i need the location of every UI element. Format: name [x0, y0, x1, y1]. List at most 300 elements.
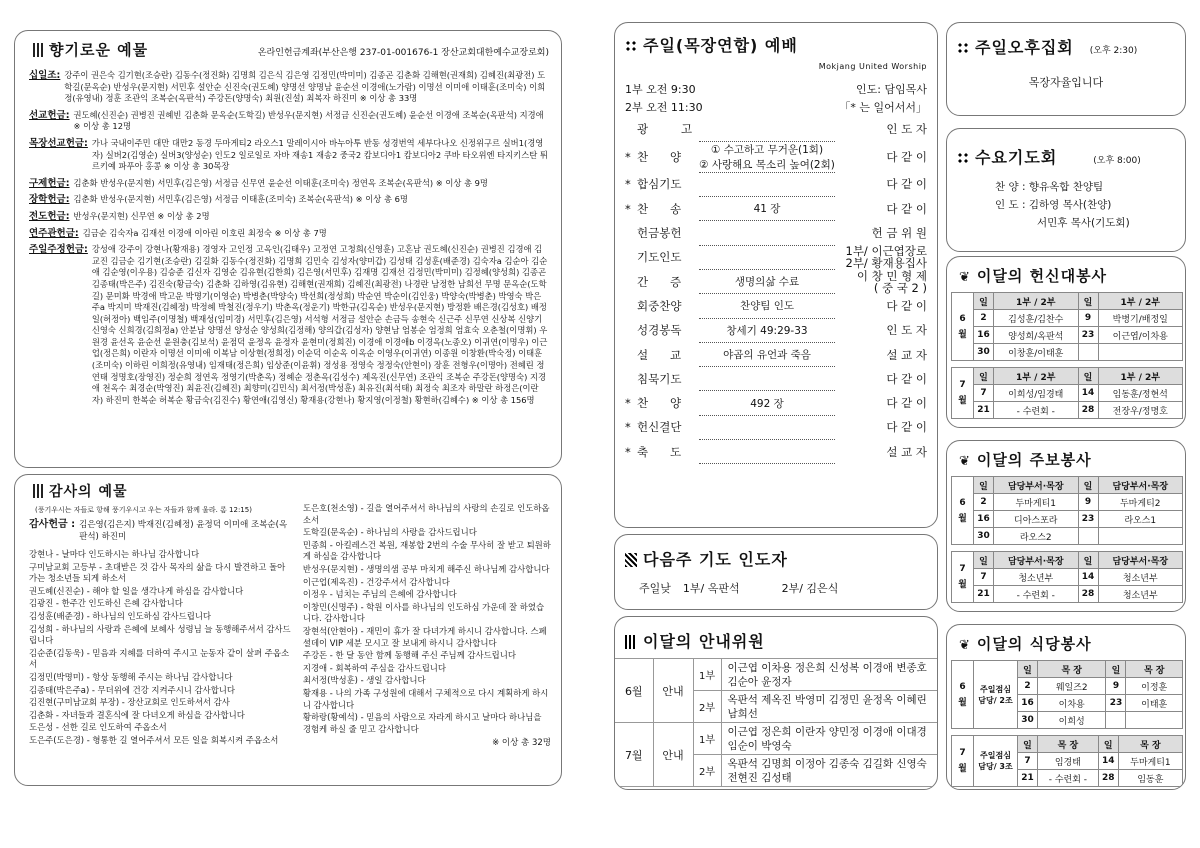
order-content: 생명의삶 수료 — [699, 269, 835, 293]
schedule-cell: 28 — [1078, 586, 1098, 603]
thanks-item: 도은주(도은경) - 형통한 길 열어주셔서 모든 일을 회복시켜 주옵소서 — [29, 734, 279, 745]
schedule-header-cell: 일 — [1098, 736, 1118, 753]
guide-names: 옥판석 제옥진 박영미 김정민 윤정옥 이혜린 남희선 — [721, 691, 937, 723]
thanks-item: 황하랑(황예석) - 믿음의 사람으로 자라게 하시고 날마다 하나님을 경험케 하실 줄 믿고 감사합니다 — [302, 712, 542, 734]
order-mark — [625, 367, 637, 391]
schedule-row — [952, 586, 1183, 603]
devotion-panel — [946, 256, 1186, 428]
schedule-header — [952, 661, 1183, 678]
offering-section-text: 반성우(문지현) 신무연 ※ 이상 총 2명 — [73, 210, 210, 221]
thanks-main-label: 감사헌금 : — [29, 519, 76, 530]
schedule-header — [952, 368, 1183, 385]
offering-section-label: 목장선교헌금: — [29, 137, 88, 149]
schedule-header-cell: 목 장 — [1126, 661, 1183, 678]
thanks-item: 김종태(박은주a) - 무더위에 건강 지켜주시니 감사합니다 — [29, 684, 235, 695]
order-mark: * — [625, 396, 631, 411]
schedule-cell: 이희성 — [1038, 712, 1106, 729]
order-item: 찬 양 — [637, 149, 682, 164]
month-label: 6 월 — [952, 477, 974, 545]
kitchen-title: ❦ 이달의 식당봉사 — [959, 635, 1092, 653]
schedule-row — [952, 528, 1183, 545]
schedule-header-cell: 1부 / 2부 — [1098, 293, 1183, 310]
schedule-header-cell: 1부 / 2부 — [994, 368, 1079, 385]
schedule-cell: - 수련회 - — [1038, 770, 1099, 787]
worship-subtitle: Mokjang United Worship — [818, 62, 927, 71]
hatch-icon — [625, 635, 637, 649]
schedule-cell: 청소년부 — [1098, 569, 1183, 586]
devotion-title: ❦ 이달의 헌신대봉사 — [959, 267, 1108, 285]
schedule-cell: 전장우/정명호 — [1098, 402, 1183, 419]
schedule-header-cell: 일 — [974, 368, 994, 385]
order-by: 다 같 이 — [886, 420, 927, 435]
schedule-header-cell: 일 — [1018, 736, 1038, 753]
schedule-header-cell: 담당부서·목장 — [1098, 477, 1183, 494]
wednesday-title: 수요기도회 — [957, 145, 1057, 168]
afternoon-title: 주일오후집회 — [957, 35, 1074, 58]
schedule-cell: 2 — [974, 494, 994, 511]
schedule-cell: 양성희/옥판석 — [994, 327, 1079, 344]
schedule-header-cell: 일 — [1106, 661, 1126, 678]
order-by: 다 같 이 — [886, 371, 927, 386]
schedule-header-cell: 목 장 — [1038, 661, 1106, 678]
schedule-cell: 7 — [1018, 753, 1038, 770]
order-row — [625, 440, 927, 464]
bulletin-panel — [946, 440, 1186, 612]
worship-leader: 인도: 담임목사 — [856, 83, 927, 96]
schedule-header-cell: 목 장 — [1038, 736, 1099, 753]
order-mark — [625, 342, 637, 366]
thanks-left-list — [29, 549, 293, 747]
thanks-item: 도은성 - 선한 길로 인도하여 주옵소서 — [29, 722, 167, 733]
guide-names: 옥판석 김명희 이정아 김종숙 김길화 신영숙 전현진 김성태 — [721, 755, 937, 787]
heart-icon: ❦ — [959, 638, 971, 653]
dots-icon — [625, 40, 637, 52]
schedule-cell: 두마게티2 — [1098, 494, 1183, 511]
thanks-item: 강현나 - 날마다 인도하시는 하나님 감사합니다 — [29, 549, 200, 559]
order-row — [625, 415, 927, 439]
order-mark — [625, 294, 637, 318]
order-by: 다 같 이 — [886, 149, 927, 164]
account-note: 온라인헌금계좌(부산은행 237-01-001676-1 장산교회대한예수교장로회) — [257, 48, 549, 58]
order-mark — [625, 318, 637, 342]
thanks-item: 도은호(천소영) - 길을 열어주셔서 하나님의 사랑의 손길로 인도하옵소서 — [302, 503, 550, 525]
thanks-right-list — [303, 503, 551, 735]
thanks-item: 권도혜(신진순) - 해야 할 일을 생각나게 하심을 감사합니다 — [29, 585, 244, 596]
thanks-item: 김정민(박명미) - 항상 동행해 주시는 하나님 감사합니다 — [29, 671, 233, 682]
wednesday-line: 인 도 : 김하영 목사(찬양) — [995, 199, 1112, 211]
thanks-item: 김춘화 - 자녀들과 결혼식에 잘 다녀오게 하심을 감사합니다 — [29, 709, 245, 720]
schedule-cell: 2 — [974, 310, 994, 327]
schedule-cell: 7 — [974, 385, 994, 402]
schedule-header-cell: 일 — [974, 293, 994, 310]
thanks-item: 이창민(신명주) - 학원 이사를 하나님의 인도하심 가운데 잘 하였습니다. 감사합니다 — [302, 601, 545, 624]
order-item: 회중찬양 — [637, 298, 682, 313]
thanks-item: 김성희 - 하나님의 사랑과 은혜에 보혜사 성령님 늘 동행해주셔서 감사드립니다 — [29, 623, 291, 646]
order-row — [625, 318, 927, 342]
guides-panel — [614, 616, 938, 790]
schedule-row — [952, 344, 1183, 361]
bulletin-tables — [947, 476, 1185, 603]
order-row — [625, 141, 927, 172]
schedule-cell — [1106, 712, 1126, 729]
kitchen-tables — [947, 660, 1185, 787]
order-by: 1부/ 이근엽장로 2부/ 황재용집사 — [845, 244, 927, 271]
order-item: 찬 양 — [637, 396, 682, 411]
schedule-cell: 이태훈 — [1126, 695, 1183, 712]
schedule-cell: 30 — [974, 528, 994, 545]
bulletin-title: ❦ 이달의 주보봉사 — [959, 451, 1092, 469]
schedule-cell: 16 — [1018, 695, 1038, 712]
order-mark: * — [625, 201, 631, 216]
schedule-header — [952, 477, 1183, 494]
month-label: 6 월 — [952, 293, 974, 361]
order-item: 광 고 — [637, 122, 693, 137]
schedule-cell: 23 — [1078, 511, 1098, 528]
offering-section-text: 강성애 강주이 강현나(황재용) 경영자 고인정 고옥인(김태우) 고정연 고청희(신영훈) 고혼남 권도혜(신진순) 권병진 김경애 김교진 김금순 김기현(조승란) 김길화 김동수(정진화) 김명희 김민숙 김성자(양미갑) 김성태 김성훈(배준경) 김숙자a 김순아 김순애 김순영(이우용) 김승준 김신자 김영순 김유현(김한희) 김은영(서민후) 김재명 김재선 김정민(박미미) 김정혜(양성희) 김종곤 김종태(박은주) 김진숙(황금숙) 김춘화 김하영(김유현) 김해현(권재희) 김혜진(최광전) 나경란 남정한 남희선 무명 문옥순(도학길) 문미화 박경애 박고운 박명기(이영순) 박병춘(박양숙) 박선희(정성희) 박순연 박순이(김인웅) 박양숙(박병춘) 박영숙 박은주a 박지미 박재진(김혜정) 박정혜 박철진(정우기) 박춘옥(정운기) 박한규(김옥순) 반성우(문지현) 방정환 배은경(김성호) 배정일(허정아) 백임주(이명철) 백재성(임미경) 서민후(김은영) 서석형 서정금 설안순 손금득 송현숙 신근주 신무연 신상복 신양기 신영숙 신희경(김희정a) 안분남 양명선 양성순 양성희(김정해) 양의갑(김성자) 양현남 엄봉순 엄정희 엄효숙 오춘철(이명휘) 우원경 윤선옥 윤순선 윤원충(김보석) 윤점덕 윤정옥 윤정자 윤현미(정희진) 이경애 이경애b 이경옥(노종오) 이귀연(이명우) 이근업(정은희) 이란자 이명선 이미애 이복남 이상현(정희정) 이순덕 이순옥 이옥순 이영우(이귀연) 이종원 이창환(박숙정) 이태훈(조미숙) 이하린 이희정(유영내) 임재태(정은희) 임상준(이윤휘) 정성용 정영숙 정정숙(안현이) 장훈 전형우(이명아) 전혜린 정연태 정명호(장영진) 정순희 정연옥 정영기(박춘옥) 정혜순 정춘옥(김성수) 제옥진(신무연) 조관익 조복순 주강돈(양명숙) 지경애 천옥수 최경순(박영진) 최윤진(김혜진) 최향미(김민식) 최서정(박성훈) 최유진(최석태) 최정숙 최조자 하말란 하정은(이란자) 하진미 한복순 허복순 황금숙(김진수) 황연애(김영신) 황재용(강현나) 황지영(이정철) 황현하(김혜수) ※ 이상 총 156명 — [91, 244, 548, 405]
schedule-table — [951, 551, 1183, 603]
schedule-cell: 30 — [1018, 712, 1038, 729]
schedule-cell: 웨일즈2 — [1038, 678, 1106, 695]
offering-section-label: 장학헌금: — [29, 194, 70, 206]
order-mark — [625, 269, 637, 293]
thanks-panel — [14, 474, 562, 786]
thanks-item: 반성우(문지현) - 생명의샘 공부 마치게 해주신 하나님께 감사합니다 — [302, 563, 550, 574]
order-row — [625, 367, 927, 391]
offering-section-text: 권도혜(신진순) 권병진 권혜빈 김춘화 문옥순(도학길) 반성우(문지현) 서정금 신진순(권도혜) 윤순선 이경애 조복순(옥판석) 지경애 ※ 이상 총 12명 — [73, 109, 544, 132]
month-label: 7 월 — [952, 552, 974, 603]
offering-section-text: 강주이 권은숙 김기현(조승란) 김동수(정진화) 김명희 김은식 김은영 김정민(박미미) 김종곤 김춘화 김해현(권재희) 김혜진(최광전) 도학길(문옥순) 반성우(문지현) 서민후 설안순 신진숙(권도혜) 양명선 양명남 윤순선 이경애(노가람) 이명선 이미애 이태훈(조미숙) 이희정(유영내) 정훈 조관익 조복순(옥판석) 주강돈(양명숙) 최원(진설) 최복자 하진미 ※ 이상 총 33명 — [64, 70, 546, 104]
schedule-cell: 임동훈 — [1118, 770, 1182, 787]
heart-icon: ❦ — [959, 454, 971, 469]
guide-role: 안내 — [653, 659, 693, 723]
schedule-cell: 디아스포라 — [994, 511, 1079, 528]
kitchen-side: 주일점심 담당/ 3조 — [974, 736, 1018, 787]
wednesday-line: 찬 양 : 향유옥합 찬양팀 — [995, 181, 1104, 193]
schedule-cell: 김성훈/김찬수 — [994, 310, 1079, 327]
guide-row — [615, 723, 937, 755]
guide-part: 2부 — [693, 691, 721, 723]
schedule-cell: 라오스2 — [994, 528, 1079, 545]
schedule-cell: 두마게티1 — [1118, 753, 1182, 770]
schedule-cell: 이차용 — [1038, 695, 1106, 712]
offering-section-text: 가나 국내이주민 대만 대만2 동경 두마게티2 라오스1 말레이시아 바누아투 반동 성경번역 세부다나오 신정위구르 실버1(경영자) 실버2(김영순) 실버3(양성순) 인도2 일로일로 자바 재송1 재송2 중국2 캄보디아1 캄보디아2 쿠바 타오위엔 타지키스탄 튀르키예 파푸아 홍콩 ※ 이상 총 30목장 — [91, 137, 548, 172]
schedule-header-cell: 1부 / 2부 — [994, 293, 1079, 310]
schedule-cell: - 수련회 - — [994, 402, 1079, 419]
offering-section-label: 전도헌금: — [29, 210, 70, 222]
order-by: 인 도 자 — [886, 323, 927, 338]
schedule-cell: 21 — [974, 586, 994, 603]
schedule-header-cell: 일 — [974, 477, 994, 494]
schedule-cell: 두마게티1 — [994, 494, 1079, 511]
order-by: 다 같 이 — [886, 177, 927, 192]
devotion-tables — [947, 292, 1185, 419]
schedule-header-cell: 일 — [1078, 368, 1098, 385]
order-row — [625, 269, 927, 293]
schedule-header-cell: 일 — [974, 552, 994, 569]
order-by: 설 교 자 — [886, 347, 927, 362]
schedule-cell: 9 — [1078, 494, 1098, 511]
offering-section-label: 선교헌금: — [29, 109, 70, 121]
schedule-row — [952, 511, 1183, 528]
order-row — [625, 117, 927, 141]
schedule-cell: 이정훈 — [1126, 678, 1183, 695]
afternoon-time: (오후 2:30) — [1089, 46, 1138, 56]
schedule-header-cell: 담당부서·목장 — [994, 552, 1079, 569]
order-by: 다 같 이 — [886, 396, 927, 411]
offering-section — [29, 138, 549, 173]
thanks-item: 주강돈 - 한 달 동안 함께 동행해 주신 주님께 감사드립니다 — [302, 650, 516, 661]
order-content — [699, 221, 835, 245]
schedule-row — [952, 327, 1183, 344]
next-prayer-panel — [614, 534, 938, 610]
order-row — [625, 342, 927, 366]
wednesday-time: (오후 8:00) — [1093, 156, 1141, 166]
guide-role: 안내 — [653, 723, 693, 787]
order-item: 헌금봉헌 — [637, 226, 682, 241]
afternoon-panel — [946, 22, 1186, 116]
guide-month: 6월 — [615, 659, 653, 723]
order-by: 다 같 이 — [886, 201, 927, 216]
schedule-header-cell: 1부 / 2부 — [1098, 368, 1183, 385]
offering-section — [29, 228, 549, 240]
afternoon-text: 목장자율입니다 — [1028, 76, 1104, 89]
offering-section-label: 주일주정헌금: — [29, 244, 88, 256]
thanks-item: 이근업(제옥진) - 건강주셔서 감사합니다 — [302, 576, 450, 587]
guide-row — [615, 659, 937, 691]
schedule-cell: 21 — [974, 402, 994, 419]
order-content: 41 장 — [699, 197, 835, 221]
schedule-cell — [1126, 712, 1183, 729]
schedule-table — [951, 660, 1183, 729]
order-row — [625, 294, 927, 318]
order-content: 찬양팀 인도 — [699, 294, 835, 318]
order-by: 다 같 이 — [886, 298, 927, 313]
order-by: 이 창 민 형 제 ( 중 국 2 ) — [856, 268, 927, 295]
heart-icon: ❦ — [959, 270, 971, 285]
wednesday-panel — [946, 128, 1186, 252]
next-prayer-first: 1부/ 옥판석 — [682, 582, 740, 595]
schedule-cell: 14 — [1078, 385, 1098, 402]
offering-section-text: 김춘화 반성우(문지현) 서민후(김은영) 서정금 이태훈(조미숙) 조복순(옥판석) ※ 이상 총 6명 — [73, 194, 408, 205]
schedule-header-cell: 담당부서·목장 — [994, 477, 1079, 494]
order-content: 492 장 — [699, 391, 835, 415]
schedule-table — [951, 292, 1183, 361]
thanks-item: 이정우 - 넘치는 주님의 은혜에 감사합니다 — [302, 589, 457, 600]
order-row — [625, 245, 927, 269]
bars-icon — [33, 484, 45, 498]
order-by: 헌 금 위 원 — [871, 226, 927, 241]
schedule-cell: - 수련회 - — [994, 586, 1079, 603]
schedule-cell — [1078, 344, 1098, 361]
thanks-item: 장현석(안현아) - 재민이 휴가 잘 다녀가게 하시니 감사합니다. 스페셜데이 VIP 세분 모시고 잘 보내게 하시니 감사합니다 — [302, 625, 547, 648]
order-item: 침묵기도 — [637, 371, 682, 386]
order-row — [625, 172, 927, 196]
kitchen-panel — [946, 624, 1186, 790]
offering-section — [29, 110, 549, 133]
thanks-main-text: 김은영(김은지) 박재진(김혜정) 윤정덕 이미애 조복순(옥판석) 하진미 — [79, 520, 288, 542]
schedule-header-cell: 일 — [1078, 293, 1098, 310]
wednesday-line: 서민후 목사(기도회) — [1037, 217, 1130, 229]
order-content: 창세기 49:29-33 — [699, 318, 835, 342]
schedule-header-cell: 일 — [1078, 552, 1098, 569]
schedule-row — [952, 569, 1183, 586]
worship-panel — [614, 22, 938, 528]
worship-title: 주일(목장연합) 예배 — [625, 33, 927, 56]
schedule-header-cell: 담당부서·목장 — [1098, 552, 1183, 569]
schedule-cell: 이희성/임경태 — [994, 385, 1079, 402]
offering-section — [29, 70, 549, 105]
schedule-cell: 청소년부 — [1098, 586, 1183, 603]
guides-table — [615, 658, 937, 787]
schedule-cell: 2 — [1018, 678, 1038, 695]
order-content — [699, 440, 835, 464]
schedule-cell: 23 — [1078, 327, 1098, 344]
schedule-header — [952, 552, 1183, 569]
order-mark: * — [625, 177, 631, 192]
schedule-cell: 임경태 — [1038, 753, 1099, 770]
schedule-cell: 28 — [1098, 770, 1118, 787]
hatch-icon — [625, 553, 637, 567]
bars-icon — [33, 43, 45, 57]
thanks-item: 김순준(김동욱) - 믿음과 지혜를 더하여 주시고 눈동자 같이 살펴 주옵소서 — [29, 647, 290, 670]
schedule-cell: 16 — [974, 511, 994, 528]
order-mark: * — [625, 149, 631, 164]
order-mark — [625, 221, 637, 245]
month-label: 7 월 — [952, 368, 974, 419]
thanks-item: 황재용 - 나의 가족 구성원에 대해서 구체적으로 다시 계획하게 하시니 감사합니다 — [302, 687, 549, 710]
order-content: ① 수고하고 무거운(1회) ② 사랑해요 목소리 높여(2회) — [699, 141, 835, 172]
schedule-cell: 14 — [1078, 569, 1098, 586]
thanks-item: 최서정(박성훈) - 생일 감사합니다 — [302, 675, 426, 686]
order-by: 인 도 자 — [886, 122, 927, 137]
schedule-cell: 21 — [1018, 770, 1038, 787]
order-content: 야곱의 유언과 죽음 — [699, 342, 835, 366]
schedule-cell: 28 — [1078, 402, 1098, 419]
schedule-header-cell: 일 — [1078, 477, 1098, 494]
next-prayer-second: 2부/ 김은식 — [781, 582, 839, 595]
schedule-cell: 16 — [974, 327, 994, 344]
schedule-row — [952, 385, 1183, 402]
thanks-item: 민종희 - 아킬레스건 복원, 재봉합 2번의 수술 무사히 잘 받고 퇴원하게 하심을 감사합니다 — [302, 539, 551, 562]
guide-part: 1부 — [693, 723, 721, 755]
schedule-cell: 이근엽/이차용 — [1098, 327, 1183, 344]
order-content — [699, 117, 835, 141]
order-mark — [625, 245, 637, 269]
schedule-cell: 23 — [1106, 695, 1126, 712]
schedule-table — [951, 367, 1183, 419]
worship-time1: 1부 오전 9:30 — [625, 83, 696, 96]
order-item: 설 교 — [637, 347, 682, 362]
schedule-cell — [1098, 344, 1183, 361]
order-mark — [625, 117, 637, 141]
schedule-cell: 9 — [1106, 678, 1126, 695]
order-content — [699, 245, 835, 269]
schedule-cell: 임동훈/정현석 — [1098, 385, 1183, 402]
schedule-cell: 14 — [1098, 753, 1118, 770]
dots-icon — [957, 42, 969, 54]
order-item: 합심기도 — [637, 177, 682, 192]
order-item: 축 도 — [637, 444, 682, 459]
offering-section — [29, 211, 549, 223]
schedule-header — [952, 736, 1183, 753]
dots-icon — [957, 152, 969, 164]
next-prayer-label: 주일낮 — [639, 582, 671, 595]
guide-month: 7월 — [615, 723, 653, 787]
order-content — [699, 172, 835, 196]
schedule-table — [951, 735, 1183, 787]
offering-section-label: 십일조: — [29, 70, 61, 81]
order-item: 헌신결단 — [637, 420, 682, 435]
schedule-cell: 7 — [974, 569, 994, 586]
schedule-cell: 9 — [1078, 310, 1098, 327]
order-row — [625, 391, 927, 415]
offering-title: 향기로운 예물 — [33, 39, 148, 60]
thanks-subtitle: (풍기우시는 자들로 항해 풍기우시고 우는 자들과 함께 울라. 롬 12:15) — [35, 506, 252, 514]
schedule-table — [951, 476, 1183, 545]
thanks-item: 도학길(문옥순) - 하나님의 사랑을 감사드립니다 — [302, 527, 477, 538]
month-label: 6 월 — [952, 661, 974, 729]
thanks-title: 감사의 예물 — [33, 481, 549, 501]
schedule-row — [952, 310, 1183, 327]
month-label: 7 월 — [952, 736, 974, 787]
schedule-cell: 30 — [974, 344, 994, 361]
offering-section-text: 김춘화 반성우(문지현) 서민후(김은영) 서정금 신무연 윤순선 이태훈(조미숙) 정연옥 조복순(옥판석) ※ 이상 총 9명 — [73, 177, 488, 188]
thanks-item: 지경애 - 회복하여 주심을 감사드립니다 — [302, 662, 446, 673]
kitchen-side: 주일점심 담당/ 2조 — [974, 661, 1018, 729]
order-row — [625, 221, 927, 245]
thanks-item: 구미남교회 고등부 - 초대받은 것 감사 목자의 삶을 다시 발견하고 돌아가는 청소년들 되게 하소서 — [29, 561, 286, 584]
thanks-item: 김광진 - 한주간 인도하신 은혜 감사합니다 — [29, 598, 183, 609]
offering-section-label: 연주관헌금: — [29, 227, 79, 239]
order-item: 찬 송 — [637, 201, 682, 216]
guides-title: 이달의 안내위원 — [625, 629, 927, 652]
schedule-cell: 이창훈/이태훈 — [994, 344, 1079, 361]
order-mark: * — [625, 420, 631, 435]
schedule-cell — [1098, 528, 1183, 545]
order-mark: * — [625, 444, 631, 459]
worship-order — [625, 117, 927, 464]
schedule-row — [952, 494, 1183, 511]
schedule-header-cell: 일 — [1018, 661, 1038, 678]
schedule-cell — [1078, 528, 1098, 545]
schedule-row — [952, 402, 1183, 419]
guide-names: 이근엽 정은희 이란자 양민정 이경애 이대경 임순이 박영숙 — [721, 723, 937, 755]
schedule-header-cell: 목 장 — [1118, 736, 1182, 753]
schedule-cell: 박병기/배정일 — [1098, 310, 1183, 327]
order-item: 기도인도 — [637, 250, 682, 265]
thanks-item: 김성훈(배준경) - 하나님의 인도하심 감사드립니다 — [29, 610, 212, 621]
offering-section — [29, 194, 549, 206]
next-prayer-title: 다음주 기도 인도자 — [625, 547, 927, 570]
order-item: 성경봉독 — [637, 323, 682, 338]
offering-section-text: 김금순 김숙자a 김재선 이경애 이아린 이호린 최정숙 ※ 이상 총 7명 — [82, 227, 327, 238]
worship-note: 「* 는 일어서서」 — [839, 101, 927, 114]
guide-part: 1부 — [693, 659, 721, 691]
schedule-cell: 청소년부 — [994, 569, 1079, 586]
guide-part: 2부 — [693, 755, 721, 787]
guide-names: 이근엽 이차용 정은희 신성복 이경애 변종호 김순아 윤정자 — [721, 659, 937, 691]
order-content — [699, 415, 835, 439]
offering-panel — [14, 30, 562, 468]
worship-time2: 2부 오전 11:30 — [625, 101, 703, 114]
schedule-cell: 라오스1 — [1098, 511, 1183, 528]
offering-section-label: 구제헌금: — [29, 177, 70, 189]
offering-section — [29, 178, 549, 190]
thanks-item: 김진현(구미남교회 부장) - 장산교회로 인도하셔서 감사 — [29, 697, 230, 708]
order-item: 간 증 — [637, 274, 682, 289]
order-content — [699, 367, 835, 391]
offering-sections — [15, 64, 561, 406]
